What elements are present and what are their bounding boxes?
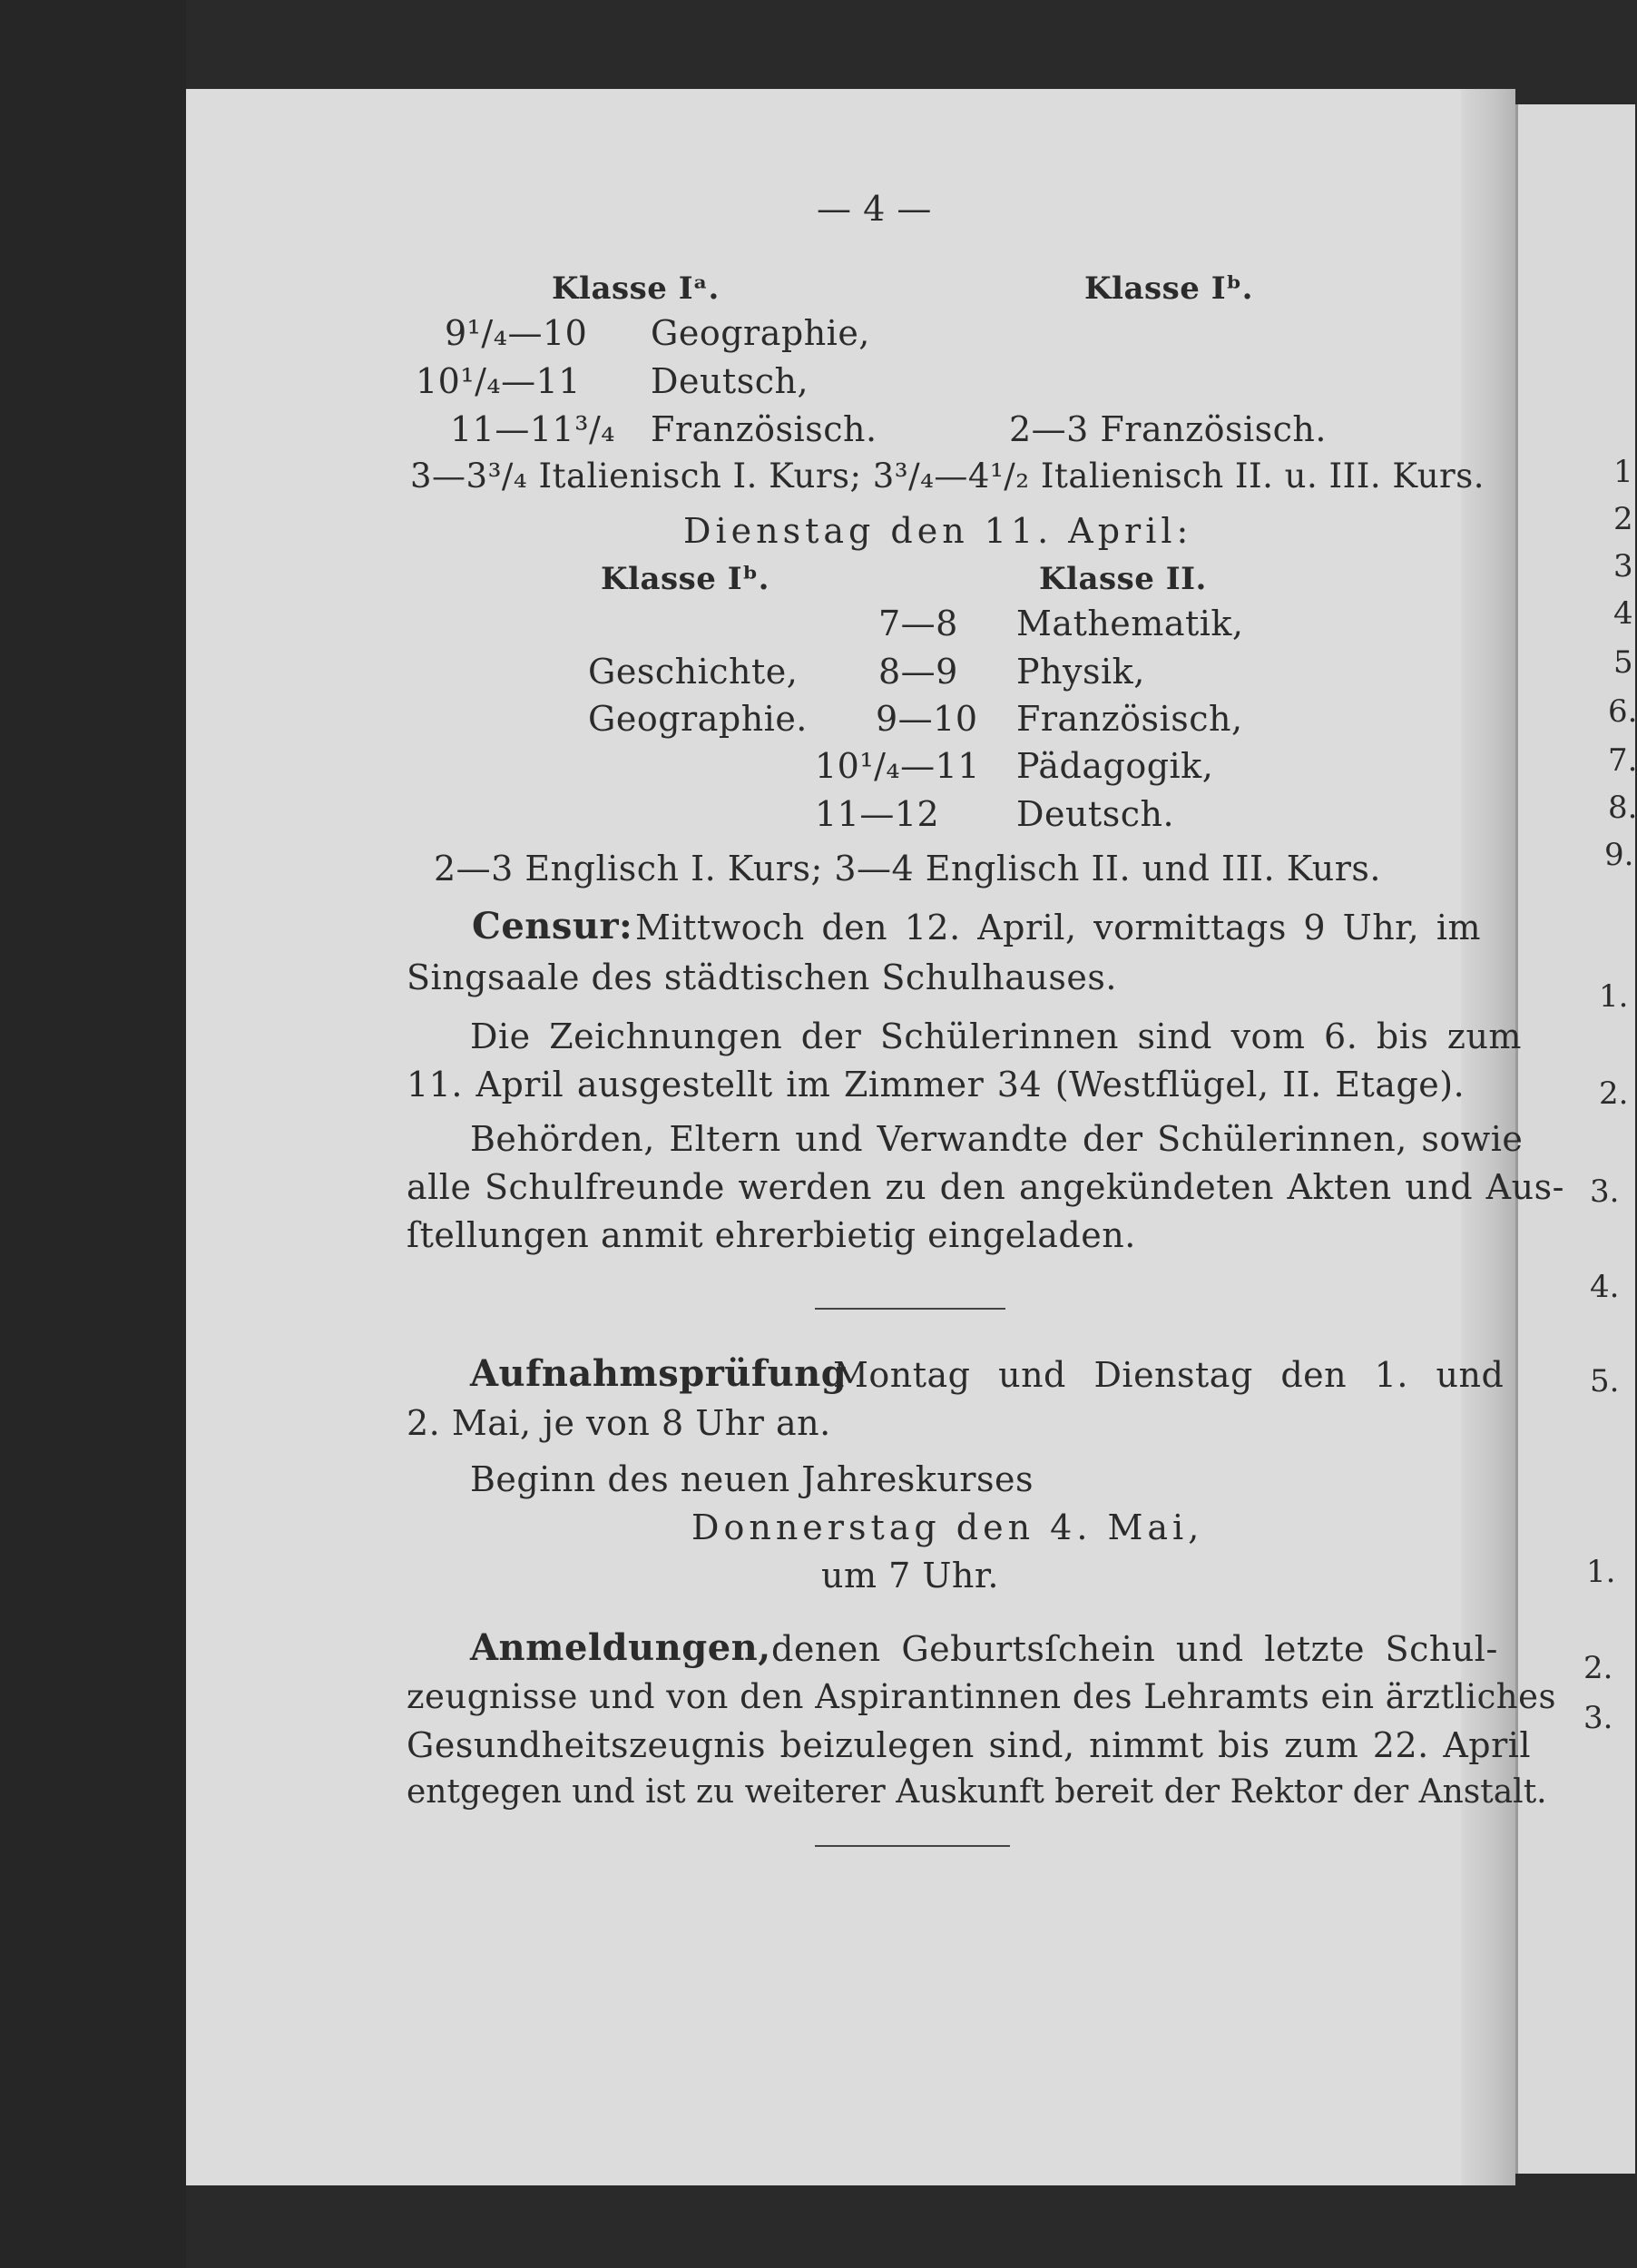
left-item: Geographie. [588, 699, 808, 739]
behoerden-line2: alle Schulfreunde werden zu den angekündeten Akten und Aus- [407, 1167, 1564, 1207]
margin-number: 1. [1586, 1554, 1616, 1590]
margin-number: 4 [1613, 595, 1633, 632]
subject-cell: Pädagogik, [1016, 746, 1214, 786]
subject-cell: Physik, [1016, 652, 1145, 692]
margin-number: 4. [1590, 1269, 1620, 1305]
klasse-ib-heading-2: Klasse Iᵇ. [601, 561, 769, 597]
margin-number: 7. [1608, 742, 1637, 779]
zeichnungen-line2: 11. April ausgestellt im Zimmer 34 (Westflügel, II. Etage). [407, 1065, 1465, 1105]
subject-cell: Französisch, [1016, 699, 1243, 739]
aufnahme-line1: Montag und Dienstag den 1. und [833, 1355, 1505, 1395]
anmeldungen-heading: Anmeldungen, [470, 1626, 771, 1669]
ib-row: 2—3 Französisch. [1009, 409, 1327, 449]
italian-line: 3—3³/₄ Italienisch I. Kurs; 3³/₄—4¹/₂ Italienisch II. u. III. Kurs. [410, 457, 1485, 496]
margin-number: 3. [1590, 1173, 1620, 1210]
anmeldungen-line2: zeugnisse und von den Aspirantinnen des Lehramts ein ärztliches [407, 1677, 1557, 1716]
margin-number: 6. [1608, 693, 1637, 730]
adjacent-page-edge [1515, 104, 1635, 2174]
aufnahme-line2: 2. Mai, je von 8 Uhr an. [407, 1403, 831, 1443]
subject-cell: Geographie, [651, 313, 870, 353]
subject-cell: Deutsch, [651, 361, 809, 401]
scan-background [0, 0, 186, 2268]
margin-number: 2 [1613, 501, 1633, 537]
beginn-line3: um 7 Uhr. [821, 1556, 999, 1595]
subject-cell: Französisch. [651, 409, 877, 449]
time-cell: 8—9 [878, 652, 958, 692]
margin-number: 2. [1599, 1075, 1629, 1112]
beginn-line2: Donnerstag den 4. Mai, [691, 1507, 1204, 1547]
aufnahme-heading: Aufnahmsprüfung [470, 1352, 848, 1395]
beginn-line1: Beginn des neuen Jahreskurses [470, 1459, 1034, 1499]
time-cell: 9¹/₄—10 [445, 313, 588, 353]
margin-number: 8. [1608, 790, 1637, 826]
margin-number: 3. [1583, 1700, 1613, 1736]
section-divider [815, 1845, 1010, 1847]
anmeldungen-line1: denen Geburtsſchein und letzte Schul- [771, 1629, 1498, 1669]
censur-line2: Singsaale des städtischen Schulhauses. [407, 957, 1117, 997]
time-cell: 11—12 [815, 794, 940, 834]
margin-number: 3 [1613, 548, 1633, 584]
behoerden-line1: Behörden, Eltern und Verwandte der Schülerinnen, sowie [470, 1119, 1524, 1159]
time-cell: 10¹/₄—11 [416, 361, 581, 401]
censur-line1: Mittwoch den 12. April, vormittags 9 Uhr, im [635, 908, 1482, 947]
section-divider [815, 1308, 1005, 1310]
klasse-ia-heading: Klasse Iᵃ. [552, 270, 720, 307]
anmeldungen-line4: entgegen und ist zu weiterer Auskunft bereit der Rektor der Anstalt. [407, 1773, 1547, 1811]
behoerden-line3: ſtellungen anmit ehrerbietig eingeladen. [407, 1215, 1136, 1255]
time-cell: 11—11³/₄ [450, 409, 615, 449]
klasse-ii-heading: Klasse II. [1039, 561, 1207, 597]
anmeldungen-line3: Gesundheitszeugnis beizulegen sind, nimmt bis zum 22. April [407, 1725, 1532, 1765]
klasse-ib-heading: Klasse Iᵇ. [1084, 270, 1253, 307]
left-item: Geschichte, [588, 652, 799, 692]
date-heading: Dienstag den 11. April: [683, 511, 1193, 551]
subject-cell: Deutsch. [1016, 794, 1175, 834]
zeichnungen-line1: Die Zeichnungen der Schülerinnen sind vom 6. bis zum [470, 1016, 1522, 1056]
margin-number: 1. [1599, 978, 1629, 1015]
page-number: — 4 — [817, 189, 932, 229]
margin-number: 5 [1613, 644, 1633, 681]
subject-cell: Mathematik, [1016, 604, 1244, 643]
margin-number: 9. [1604, 837, 1634, 873]
censur-heading: Censur: [472, 905, 633, 947]
margin-number: 2. [1583, 1650, 1613, 1686]
time-cell: 9—10 [876, 699, 978, 739]
margin-number: 5. [1590, 1363, 1620, 1399]
time-cell: 7—8 [878, 604, 958, 643]
margin-number: 1 [1613, 454, 1633, 490]
time-cell: 10¹/₄—11 [815, 746, 980, 786]
english-line: 2—3 Englisch I. Kurs; 3—4 Englisch II. und III. Kurs. [434, 849, 1381, 889]
